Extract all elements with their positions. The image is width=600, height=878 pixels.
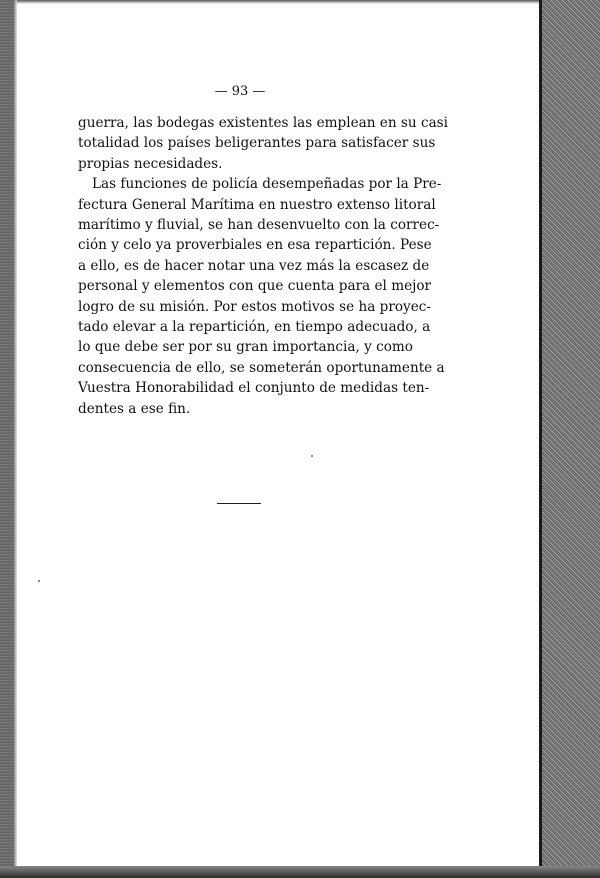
body-text xyxy=(78,113,449,419)
text-line: marítimo y fluvial, se han desenvuelto con la correc- xyxy=(78,217,440,234)
text-line: logro de su misión. Por estos motivos se ha proyec- xyxy=(78,298,431,315)
scan-speck xyxy=(38,580,40,582)
book-spine-edge xyxy=(0,0,14,878)
text-line: Vuestra Honorabilidad el conjunto de medidas ten- xyxy=(78,380,430,397)
text-line: fectura General Marítima en nuestro extenso litoral xyxy=(78,196,436,213)
text-line: guerra, las bodegas existentes las emplean en su casi xyxy=(78,115,449,131)
text-line: personal y elementos con que cuenta para el mejor xyxy=(78,278,432,295)
page-right-margin-shadow xyxy=(542,0,600,878)
text-line: ción y celo ya proverbiales en esa repartición. Pese xyxy=(78,237,432,254)
section-end-rule xyxy=(217,503,261,504)
text-line: Las funciones de policía desempeñadas por la Pre- xyxy=(92,176,442,193)
text-line: propias necesidades. xyxy=(78,155,223,172)
page-bottom-edge xyxy=(0,866,600,878)
paragraph-1 xyxy=(78,113,449,174)
page-top-edge xyxy=(14,0,542,4)
text-line: dentes a ese fin. xyxy=(78,400,191,417)
text-line: consecuencia de ello, se someterán oportunamente a xyxy=(78,359,445,376)
text-line: totalidad los países beligerantes para satisfacer sus xyxy=(78,135,436,152)
scan-speck xyxy=(311,455,313,457)
paragraph-2 xyxy=(78,174,445,419)
text-line: a ello, es de hacer notar una vez más la escasez de xyxy=(78,257,430,274)
text-line: lo que debe ser por su gran importancia, y como xyxy=(78,339,413,356)
page-number: — 93 — xyxy=(214,84,266,99)
text-line: tado elevar a la repartición, en tiempo adecuado, a xyxy=(78,319,431,336)
